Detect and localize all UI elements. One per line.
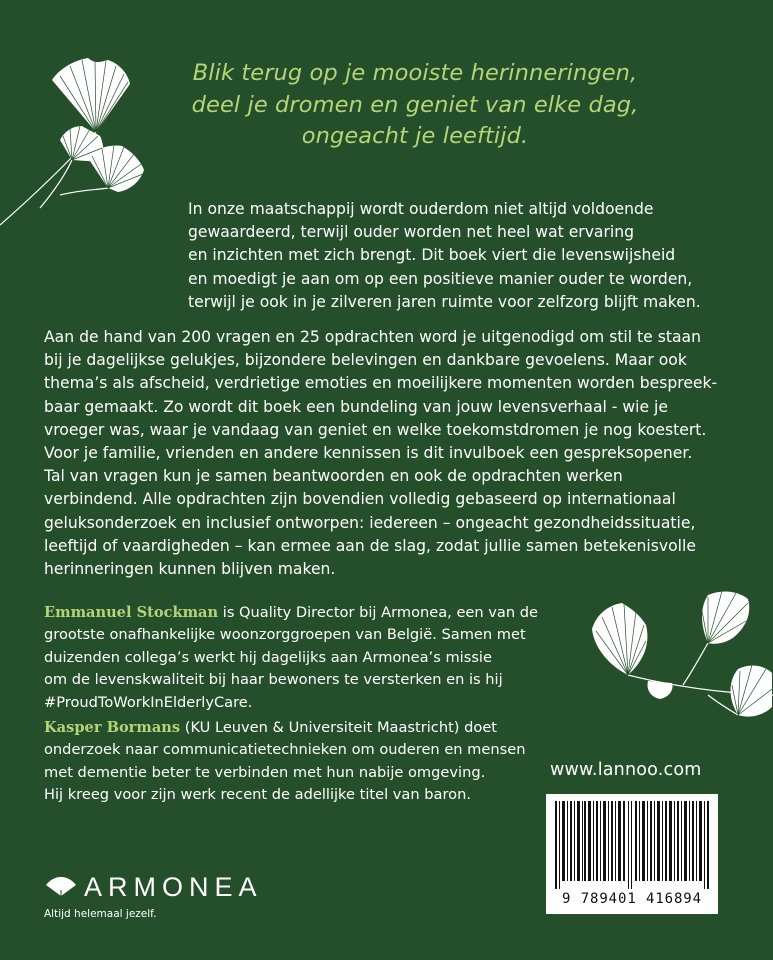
paragraph-line: en moedigt je aan om op een positieve manier ouder te worden, bbox=[188, 269, 693, 288]
armonea-logo-icon bbox=[44, 876, 78, 898]
intro-paragraph bbox=[188, 198, 701, 314]
author-bio-stockman bbox=[44, 602, 538, 714]
paragraph-line: vroeger was, waar je vandaag van geniet en welke toekomstdromen je nog koestert. bbox=[44, 420, 707, 439]
paragraph-line: baar gemaakt. Zo wordt dit boek een bundeling van jouw levensverhaal - wie je bbox=[44, 397, 668, 416]
bio-text: is Quality Director bij Armonea, een van de bbox=[218, 604, 538, 621]
ginkgo-leaves-top-left-icon bbox=[0, 40, 175, 270]
bio-text: (KU Leuven & Universiteit Maastricht) doet bbox=[180, 719, 498, 736]
paragraph-line: herinneringen kunnen blijven maken. bbox=[44, 560, 336, 579]
barcode-bars bbox=[553, 801, 711, 889]
paragraph-line: terwijl je ook in je zilveren jaren ruimte voor zelfzorg blijft maken. bbox=[188, 292, 701, 311]
ginkgo-leaves-right-icon bbox=[588, 585, 773, 745]
bio-first-line bbox=[44, 717, 525, 739]
logo-wordmark: ARMONEA bbox=[84, 872, 263, 902]
bio-line: grootste onafhankelijke woonzorggroepen van België. Samen met bbox=[44, 626, 526, 644]
paragraph-line: Aan de hand van 200 vragen en 25 opdrachten word je uitgenodigd om stil te staan bbox=[44, 328, 701, 346]
isbn-number: 9 789401 416894 bbox=[562, 891, 702, 907]
paragraph-line: Tal van vragen kun je samen beantwoorden en ook de opdrachten werken bbox=[44, 467, 623, 486]
author-name: Kasper Bormans bbox=[44, 719, 181, 736]
paragraph-line: geluksonderzoek en inclusief ontworpen: iedereen – ongeacht gezondheidssituatie, bbox=[44, 513, 696, 532]
bio-first-line bbox=[44, 602, 538, 624]
bio-line: Hij kreeg voor zijn werk recent de adellijke titel van baron. bbox=[44, 786, 471, 804]
tagline-quote bbox=[180, 58, 650, 153]
quote-line: Blik terug op je mooiste herinneringen, bbox=[192, 60, 638, 86]
paragraph-line: en inzichten met zich brengt. Dit boek viert die levenswijsheid bbox=[188, 246, 676, 265]
paragraph-line: bij je dagelijkse gelukjes, bijzondere belevingen en dankbare gevoelens. Maar ook bbox=[44, 351, 687, 370]
paragraph-line: leeftijd of vaardigheden – kan ermee aan de slag, zodat jullie samen betekenisvolle bbox=[44, 536, 696, 555]
logo-tagline: Altijd helemaal jezelf. bbox=[44, 908, 157, 920]
author-bio-bormans bbox=[44, 717, 525, 807]
author-name: Emmanuel Stockman bbox=[44, 604, 219, 621]
quote-line: ongeacht je leeftijd. bbox=[301, 123, 529, 149]
publisher-website: www.lannoo.com bbox=[550, 760, 702, 780]
paragraph-line: verbindend. Alle opdrachten zijn bovendien volledig gebaseerd op internationaal bbox=[44, 490, 676, 509]
quote-line: deel je dromen en geniet van elke dag, bbox=[191, 91, 639, 118]
bio-line: met dementie beter te verbinden met hun nabije omgeving. bbox=[44, 763, 486, 781]
paragraph-line: In onze maatschappij wordt ouderdom niet altijd voldoende bbox=[188, 200, 654, 218]
bio-line: duizenden collega’s werkt hij dagelijks aan Armonea’s missie bbox=[44, 648, 492, 666]
bio-line: onderzoek naar communicatietechnieken om ouderen en mensen bbox=[44, 741, 526, 759]
isbn-barcode bbox=[546, 794, 718, 914]
bio-line: #ProudToWorkInElderlyCare. bbox=[44, 693, 253, 711]
audience-paragraph bbox=[44, 442, 696, 581]
paragraph-line: thema’s als afscheid, verdrietige emoties en moeilijkere momenten worden bespreek- bbox=[44, 374, 718, 393]
paragraph-line: gewaardeerd, terwijl ouder worden net heel wat ervaring bbox=[188, 223, 635, 242]
content-paragraph bbox=[44, 326, 717, 442]
bio-line: om de levenskwaliteit bij haar bewoners te versterken en is hij bbox=[44, 671, 503, 689]
paragraph-line: Voor je familie, vrienden en andere kennissen is dit invulboek een gespreksopener. bbox=[44, 444, 693, 462]
